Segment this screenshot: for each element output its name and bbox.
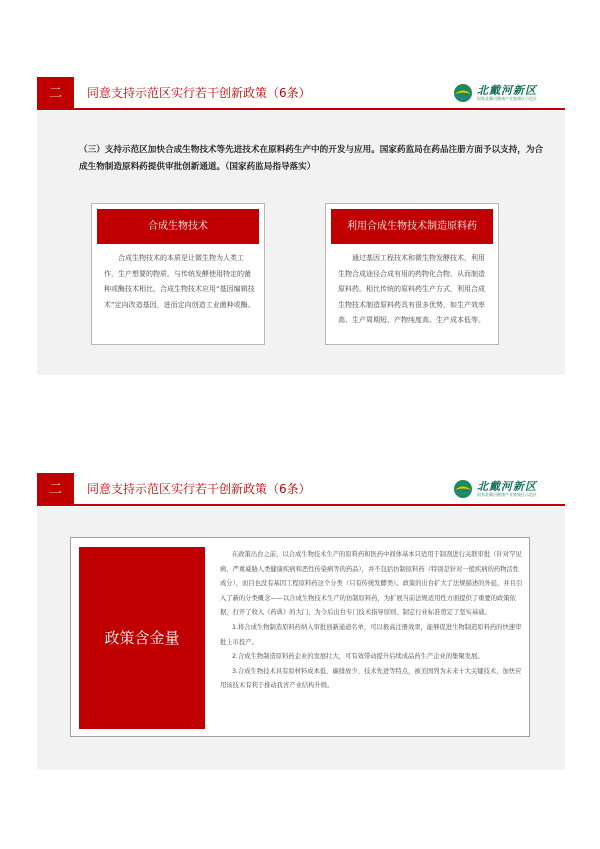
- section-number: 二: [37, 77, 74, 110]
- beidaihe-logo: [453, 478, 543, 500]
- card-synthetic-biology: [91, 203, 265, 345]
- card-body: 合成生物技术的本质是让微生物为人类工作，生产想要的物质。与传统发酵使用特定的菌种或酶技术相比，合成生物技术应用“基因编辑技术”定向改造基因，进而定向创造工业菌种或酶。: [104, 254, 255, 309]
- paragraph: 1.将合成生物制造原料药纳入审批创新通道名单，可以极高注册效率，能够促进生物制造原料药的快速审批上市投产。: [220, 623, 522, 646]
- section-number: 二: [37, 473, 74, 506]
- paragraph: 2.合成生物制造原料药企业的发展壮大，可有效带动提升后续成品药生产企业的集聚发展。: [232, 653, 484, 661]
- card-title: 合成生物技术: [97, 209, 259, 244]
- logo-subtitle: 国家北戴河健康产业集聚区示范区: [477, 492, 537, 497]
- logo-name: 北戴河新区: [477, 84, 537, 97]
- logo-subtitle: 国家北戴河健康产业集聚区示范区: [477, 96, 537, 101]
- card-body: 通过基因工程技术和微生物发酵技术，利用生物合成途径合成有用的药物化合物，从而制造原料药。相比传统的原料药生产方式，利用合成生物技术制造原料药具有很多优势，如生产效率高、生产周期短、产物纯度高、生产成本低等。: [338, 254, 485, 324]
- logo-name: 北戴河新区: [477, 480, 537, 493]
- policy-intro: （三）支持示范区加快合成生物技术等先进技术在原料药生产中的开发与应用。国家药监局在药品注册方面予以支持，为合成生物制造原料药提供审批创新通道。（国家药监局指导落实）: [79, 145, 544, 172]
- header-divider: [74, 504, 565, 506]
- header-divider: [74, 108, 565, 110]
- paragraph: 在政策出台之前，以合成生物技术生产的原料药和医药中间体基本只适用于制剂进行关联审批（针对罕见病、严重威胁人类健康疾病和恶性传染病等的药品），并不包括仿制原料药（特别是针对一般疾病的药物活性成分），而目也没有基因工程原料药这个分类（只有传统发酵类）。政策的出台扩大了法规描述的外延，并且引入了新的分类概念——以合成生物技术生产的仿制原料药，为扩展当前法规适用性方面提供了重要的政策依据，打开了收入《药典》的大门，为今后出台专门技术指导原则、制定行业标准奠定了坚实基础。: [220, 551, 523, 617]
- policy-explanation: [220, 548, 524, 694]
- slide-policy-detail: [37, 77, 565, 375]
- paragraph: 3.合成生物技术具有原材料成本低、碳排放少、技术先进等特点，被美国列为未来十大关键技术，加快应用该技术有利于推动我省产业结构升级。: [220, 667, 522, 690]
- beidaihe-logo: [453, 82, 543, 104]
- policy-frame: [70, 537, 530, 737]
- slide-policy-value: [37, 473, 565, 770]
- logo-emblem-icon: [453, 83, 473, 103]
- card-title: 利用合成生物技术制造原料药: [331, 209, 493, 244]
- card-api-manufacturing: [325, 203, 499, 345]
- logo-emblem-icon: [453, 479, 473, 499]
- policy-value-label: 政策含金量: [79, 547, 205, 729]
- section-title: 同意支持示范区实行若干创新政策（6条）: [87, 482, 311, 496]
- section-title: 同意支持示范区实行若干创新政策（6条）: [87, 86, 311, 100]
- slide-header: [37, 77, 565, 111]
- slide-header: [37, 473, 565, 507]
